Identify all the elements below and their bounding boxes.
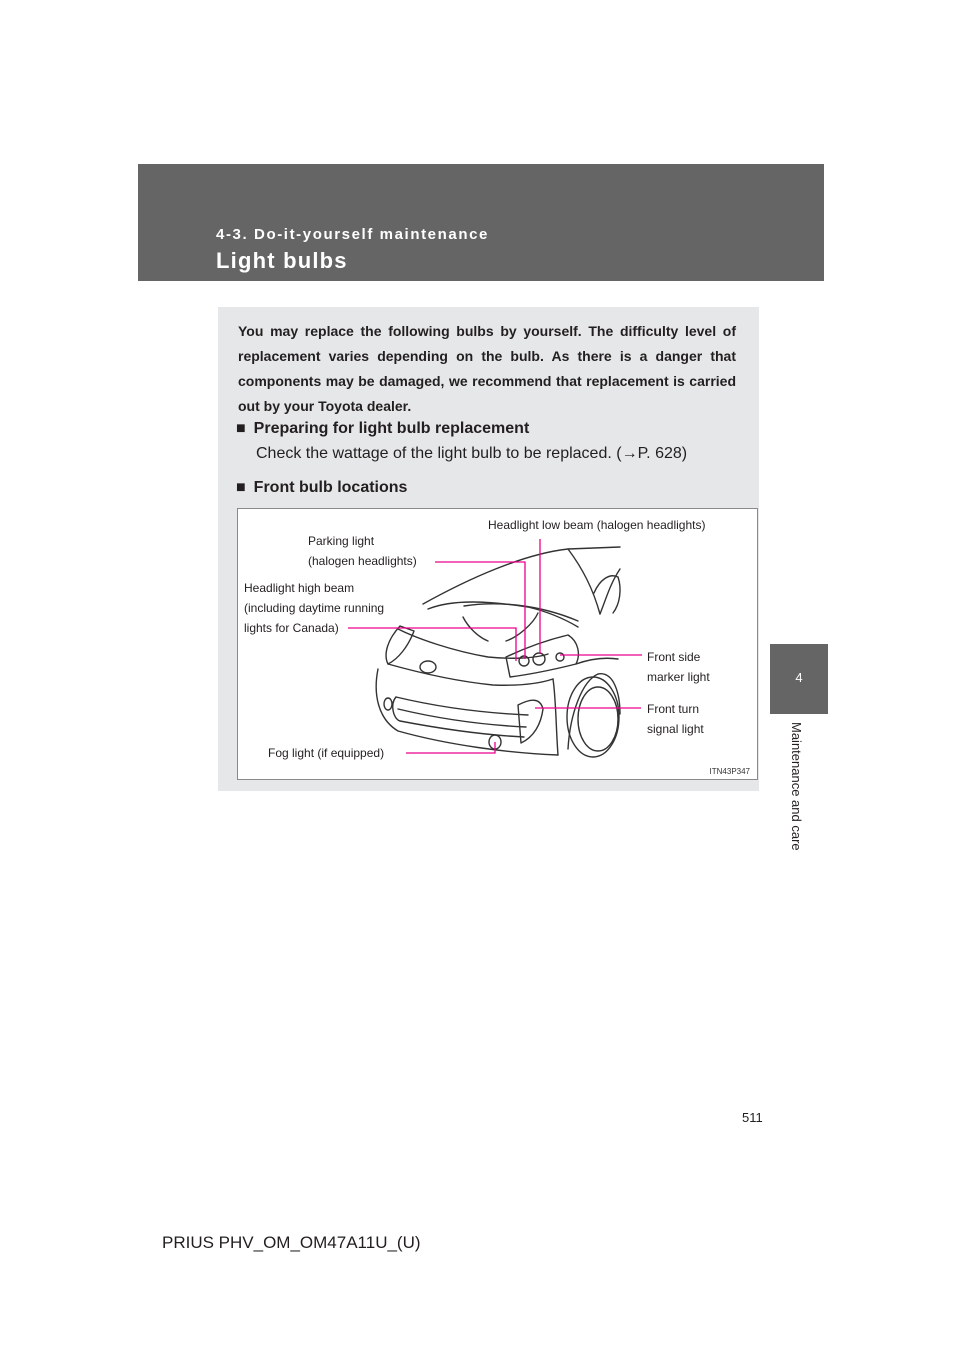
chapter-label: Maintenance and care bbox=[789, 722, 804, 851]
subhead-front-bulbs bbox=[236, 479, 407, 497]
label-turn-signal-1: Front turn bbox=[647, 702, 700, 716]
square-bullet-icon: ■ bbox=[236, 420, 246, 437]
figure-code: ITN43P347 bbox=[709, 767, 750, 776]
label-fog-light: Fog light (if equipped) bbox=[268, 746, 385, 760]
label-high-beam-1: Headlight high beam bbox=[244, 581, 355, 595]
square-bullet-icon: ■ bbox=[236, 479, 246, 496]
car-outline-icon bbox=[376, 547, 620, 757]
subhead-front-bulbs-title: Front bulb locations bbox=[253, 479, 408, 496]
label-turn-signal-2: signal light bbox=[647, 722, 704, 736]
footer-code: PRIUS PHV_OM_OM47A11U_(U) bbox=[162, 1233, 421, 1252]
intro-paragraph: You may replace the following bulbs by yourself. The difficulty level of replacement varies depending on the bulb. As there is a danger that components may be damaged, we recommend that replacement is carried out by your Toyota dealer. bbox=[238, 323, 736, 414]
label-high-beam-2: (including daytime running bbox=[244, 601, 385, 615]
label-side-marker-2: marker light bbox=[647, 670, 710, 684]
label-headlight-low-beam: Headlight low beam (halogen headlights) bbox=[488, 518, 706, 532]
subhead-preparing-title: Preparing for light bulb replacement bbox=[253, 420, 530, 437]
callout-lines-icon bbox=[348, 539, 642, 753]
chapter-number: 4 bbox=[795, 670, 803, 685]
page-number: 511 bbox=[742, 1110, 763, 1125]
section-label: 4-3. Do-it-yourself maintenance bbox=[216, 226, 489, 243]
chapter-tab bbox=[770, 644, 828, 714]
page-title: Light bulbs bbox=[216, 248, 348, 273]
preparing-body: Check the wattage of the light bulb to be replaced. (→P. 628) bbox=[256, 445, 688, 462]
label-parking-light-1: Parking light bbox=[308, 534, 375, 548]
header-band bbox=[138, 164, 824, 281]
subhead-preparing bbox=[236, 420, 529, 438]
label-side-marker-1: Front side bbox=[647, 650, 701, 664]
label-high-beam-3: lights for Canada) bbox=[244, 621, 339, 635]
front-bulb-figure bbox=[237, 508, 758, 780]
label-parking-light-2: (halogen headlights) bbox=[308, 554, 417, 568]
content-box bbox=[218, 307, 759, 791]
